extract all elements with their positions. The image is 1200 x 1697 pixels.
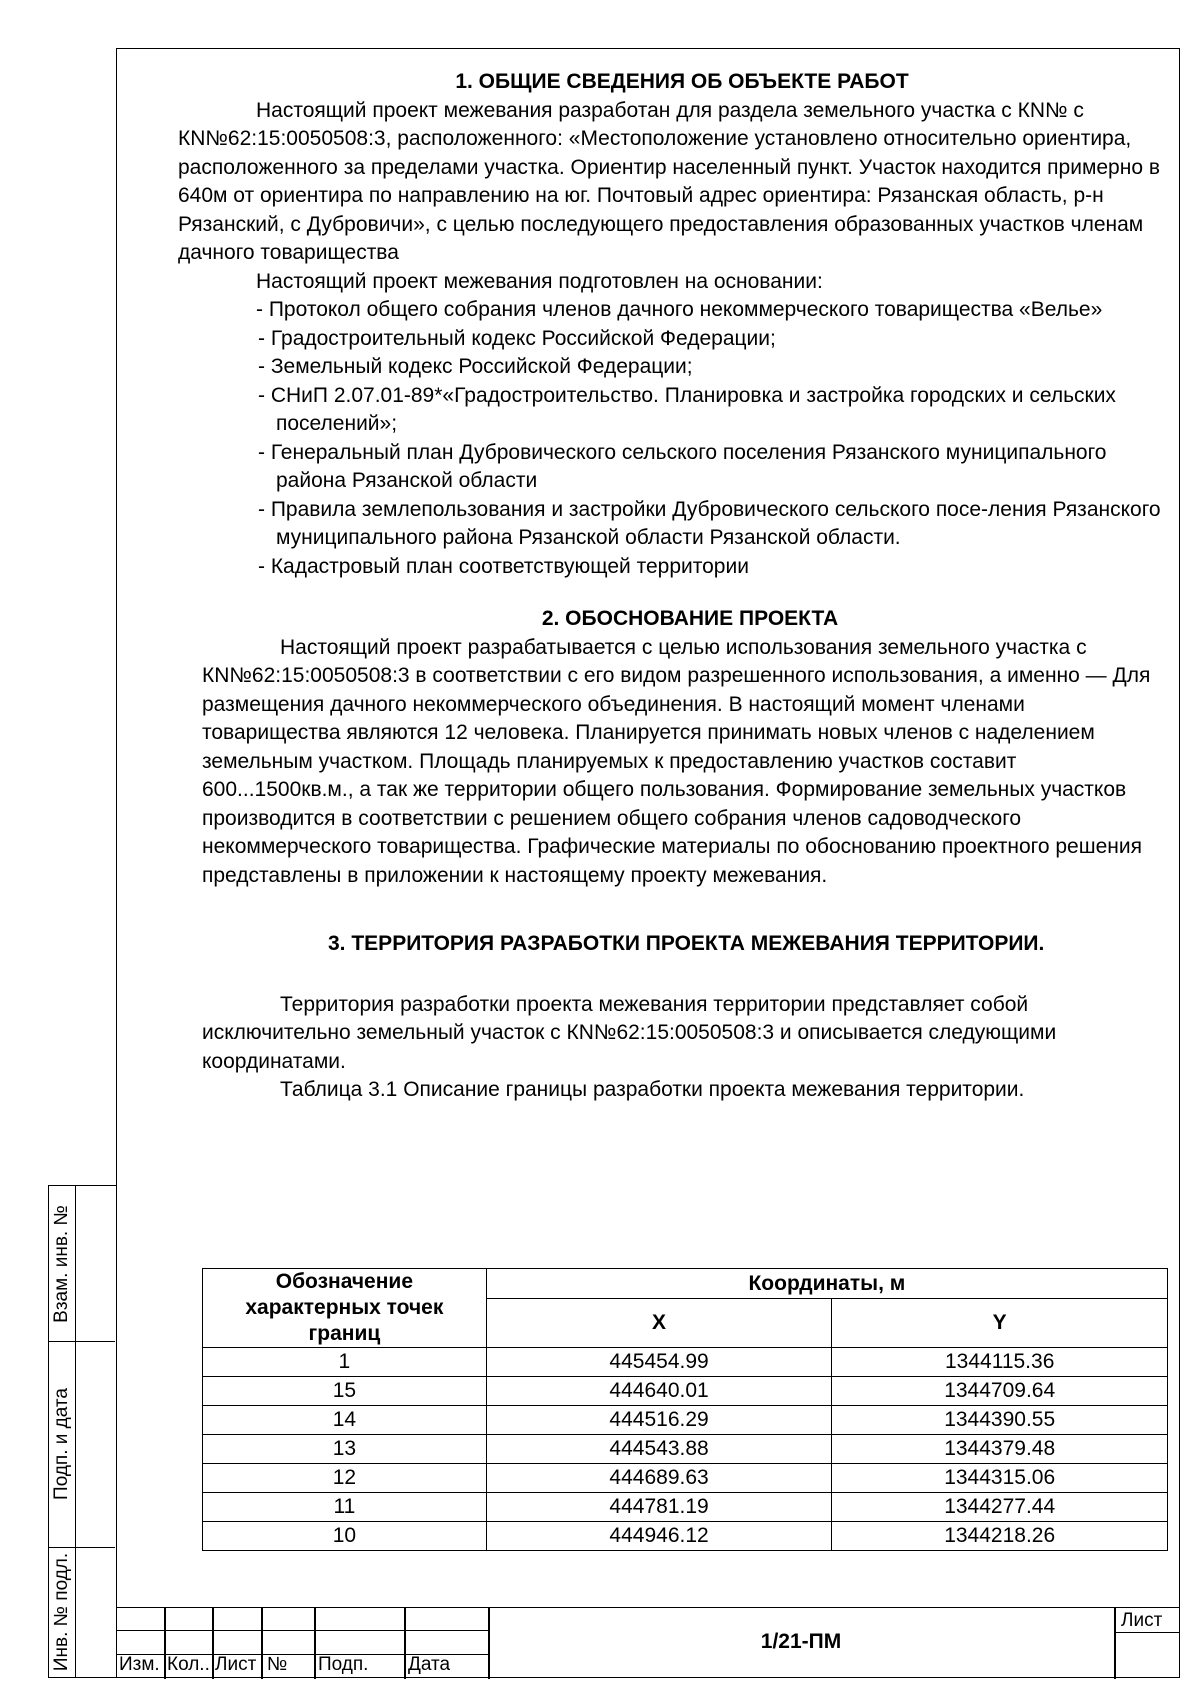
cell-y: 1344218.26 [832, 1522, 1168, 1551]
binding-strip [48, 1185, 116, 1678]
cell-y: 1344390.55 [832, 1406, 1168, 1435]
sheet-label: Лист [1121, 1610, 1163, 1631]
section-1-basis-intro: Настоящий проект межевания подготовлен на основании: [256, 269, 823, 293]
cell-x: 444543.88 [486, 1435, 832, 1464]
section-1-heading: 1. ОБЩИЕ СВЕДЕНИЯ ОБ ОБЪЕКТЕ РАБОТ [455, 70, 909, 93]
basis-item-protocol: - Протокол общего собрания членов дачного некоммерческого товарищества «Велье» [256, 298, 1103, 321]
cell-x: 444640.01 [486, 1377, 832, 1406]
title-col-list: Лист [215, 1654, 257, 1675]
title-col-kol: Кол.. [167, 1654, 210, 1675]
cell-x: 444689.63 [486, 1464, 832, 1493]
basis-item: - Градостроительный кодекс Российской Федерации; [258, 326, 776, 350]
cell-y: 1344277.44 [832, 1493, 1168, 1522]
title-col-data: Дата [408, 1654, 451, 1675]
table-caption: Таблица 3.1 Описание границы разработки проекта межевания территории. [280, 1078, 1025, 1101]
basis-item: - Земельный кодекс Российской Федерации; [258, 355, 693, 378]
cell-x: 444946.12 [486, 1522, 832, 1551]
title-block [116, 1607, 1180, 1678]
cell-y: 1344315.06 [832, 1464, 1168, 1493]
cell-x: 444781.19 [486, 1493, 832, 1522]
table-row [203, 1493, 1168, 1522]
document-code: 1/21-ПМ [760, 1630, 842, 1653]
cell-point: 1 [203, 1348, 487, 1377]
table-row [203, 1348, 1168, 1377]
section-3-heading: 3. ТЕРРИТОРИЯ РАЗРАБОТКИ ПРОЕКТА МЕЖЕВАНИЯ ТЕРРИТОРИИ. [328, 932, 1045, 955]
cell-point: 14 [203, 1406, 487, 1435]
cell-point: 15 [203, 1377, 487, 1406]
cell-point: 11 [203, 1493, 487, 1522]
table-row [203, 1406, 1168, 1435]
strip-label-signature-date: Подп. и дата [51, 1388, 73, 1500]
table-row [203, 1522, 1168, 1551]
basis-item: - Правила землепользования и застройки Дубровического сельского посе-ления Рязанского муниципального района Рязанской области Рязанской области. [258, 497, 1161, 549]
column-header-point: Обозначение характерных точек границ [203, 1269, 487, 1348]
cell-y: 1344379.48 [832, 1435, 1168, 1464]
column-header-y: Y [832, 1299, 1168, 1348]
section-2-heading: 2. ОБОСНОВАНИЕ ПРОЕКТА [541, 607, 839, 630]
table-row [203, 1377, 1168, 1406]
table-row [203, 1464, 1168, 1493]
section-2-paragraph: Настоящий проект разрабатывается с целью использования земельного участка с КN№62:15:0050508:3 в соответствии с его видом разрешенного использования, а именно — Для размещения дачного некоммерческого объединения. В настоящий момент членами товарищества являются 12 человека. Планируется принимать новых членов с наделением земельным участком. Площадь планируемых к предоставлению участков составит 600...1500кв.м., а так же территории общего пользования. Формирование земельных участков производится в соответствии с решением общего собрания членов садоводческого некоммерческого товарищества. Графические материалы по обоснованию проектного решения представлены в приложении к настоящему проекту межевания. [202, 635, 1151, 887]
strip-label-original-inv: Инв. № подл. [51, 1552, 73, 1672]
strip-label-replacement-inv: Взам. инв. № [51, 1204, 72, 1323]
basis-item: - СНиП 2.07.01-89*«Градостроительство. Планировка и застройка городских и сельских поселений»; [258, 383, 1116, 435]
cell-x: 445454.99 [486, 1348, 832, 1377]
cell-x: 444516.29 [486, 1406, 832, 1435]
basis-item: - Кадастровый план соответствующей территории [258, 554, 749, 578]
document-body [178, 68, 1168, 1105]
title-col-no: № [267, 1654, 288, 1675]
coordinates-table [202, 1268, 1168, 1551]
section-1-paragraph: Настоящий проект межевания разработан для раздела земельного участка с КN№ с КN№62:15:0050508:3, расположенного: «Местоположение установлено относительно ориентира, расположенного за пределами участка. Ориентир населенный пункт. Участок находится примерно в 640м от ориентира по направлению на юг. Почтовый адрес ориентира: Рязанская область, р-н Рязанский, с Дубровичи», с целью последующего предоставления образованных участков членам дачного товарищества [178, 98, 1161, 264]
cell-y: 1344115.36 [832, 1348, 1168, 1377]
cell-point: 12 [203, 1464, 487, 1493]
title-col-izm: Изм. [119, 1654, 160, 1675]
cell-point: 13 [203, 1435, 487, 1464]
table-row [203, 1435, 1168, 1464]
cell-point: 10 [203, 1522, 487, 1551]
column-header-x: X [486, 1299, 832, 1348]
cell-y: 1344709.64 [832, 1377, 1168, 1406]
column-header-coordinates: Координаты, м [486, 1269, 1167, 1299]
section-3-paragraph: Территория разработки проекта межевания территории представляет собой исключительно земельный участок с КN№62:15:0050508:3 и описывается следующими координатами. [202, 992, 1057, 1073]
title-col-podp: Подп. [318, 1654, 369, 1675]
basis-item: - Генеральный план Дубровического сельского поселения Рязанского муниципального района Рязанской области [258, 440, 1107, 492]
